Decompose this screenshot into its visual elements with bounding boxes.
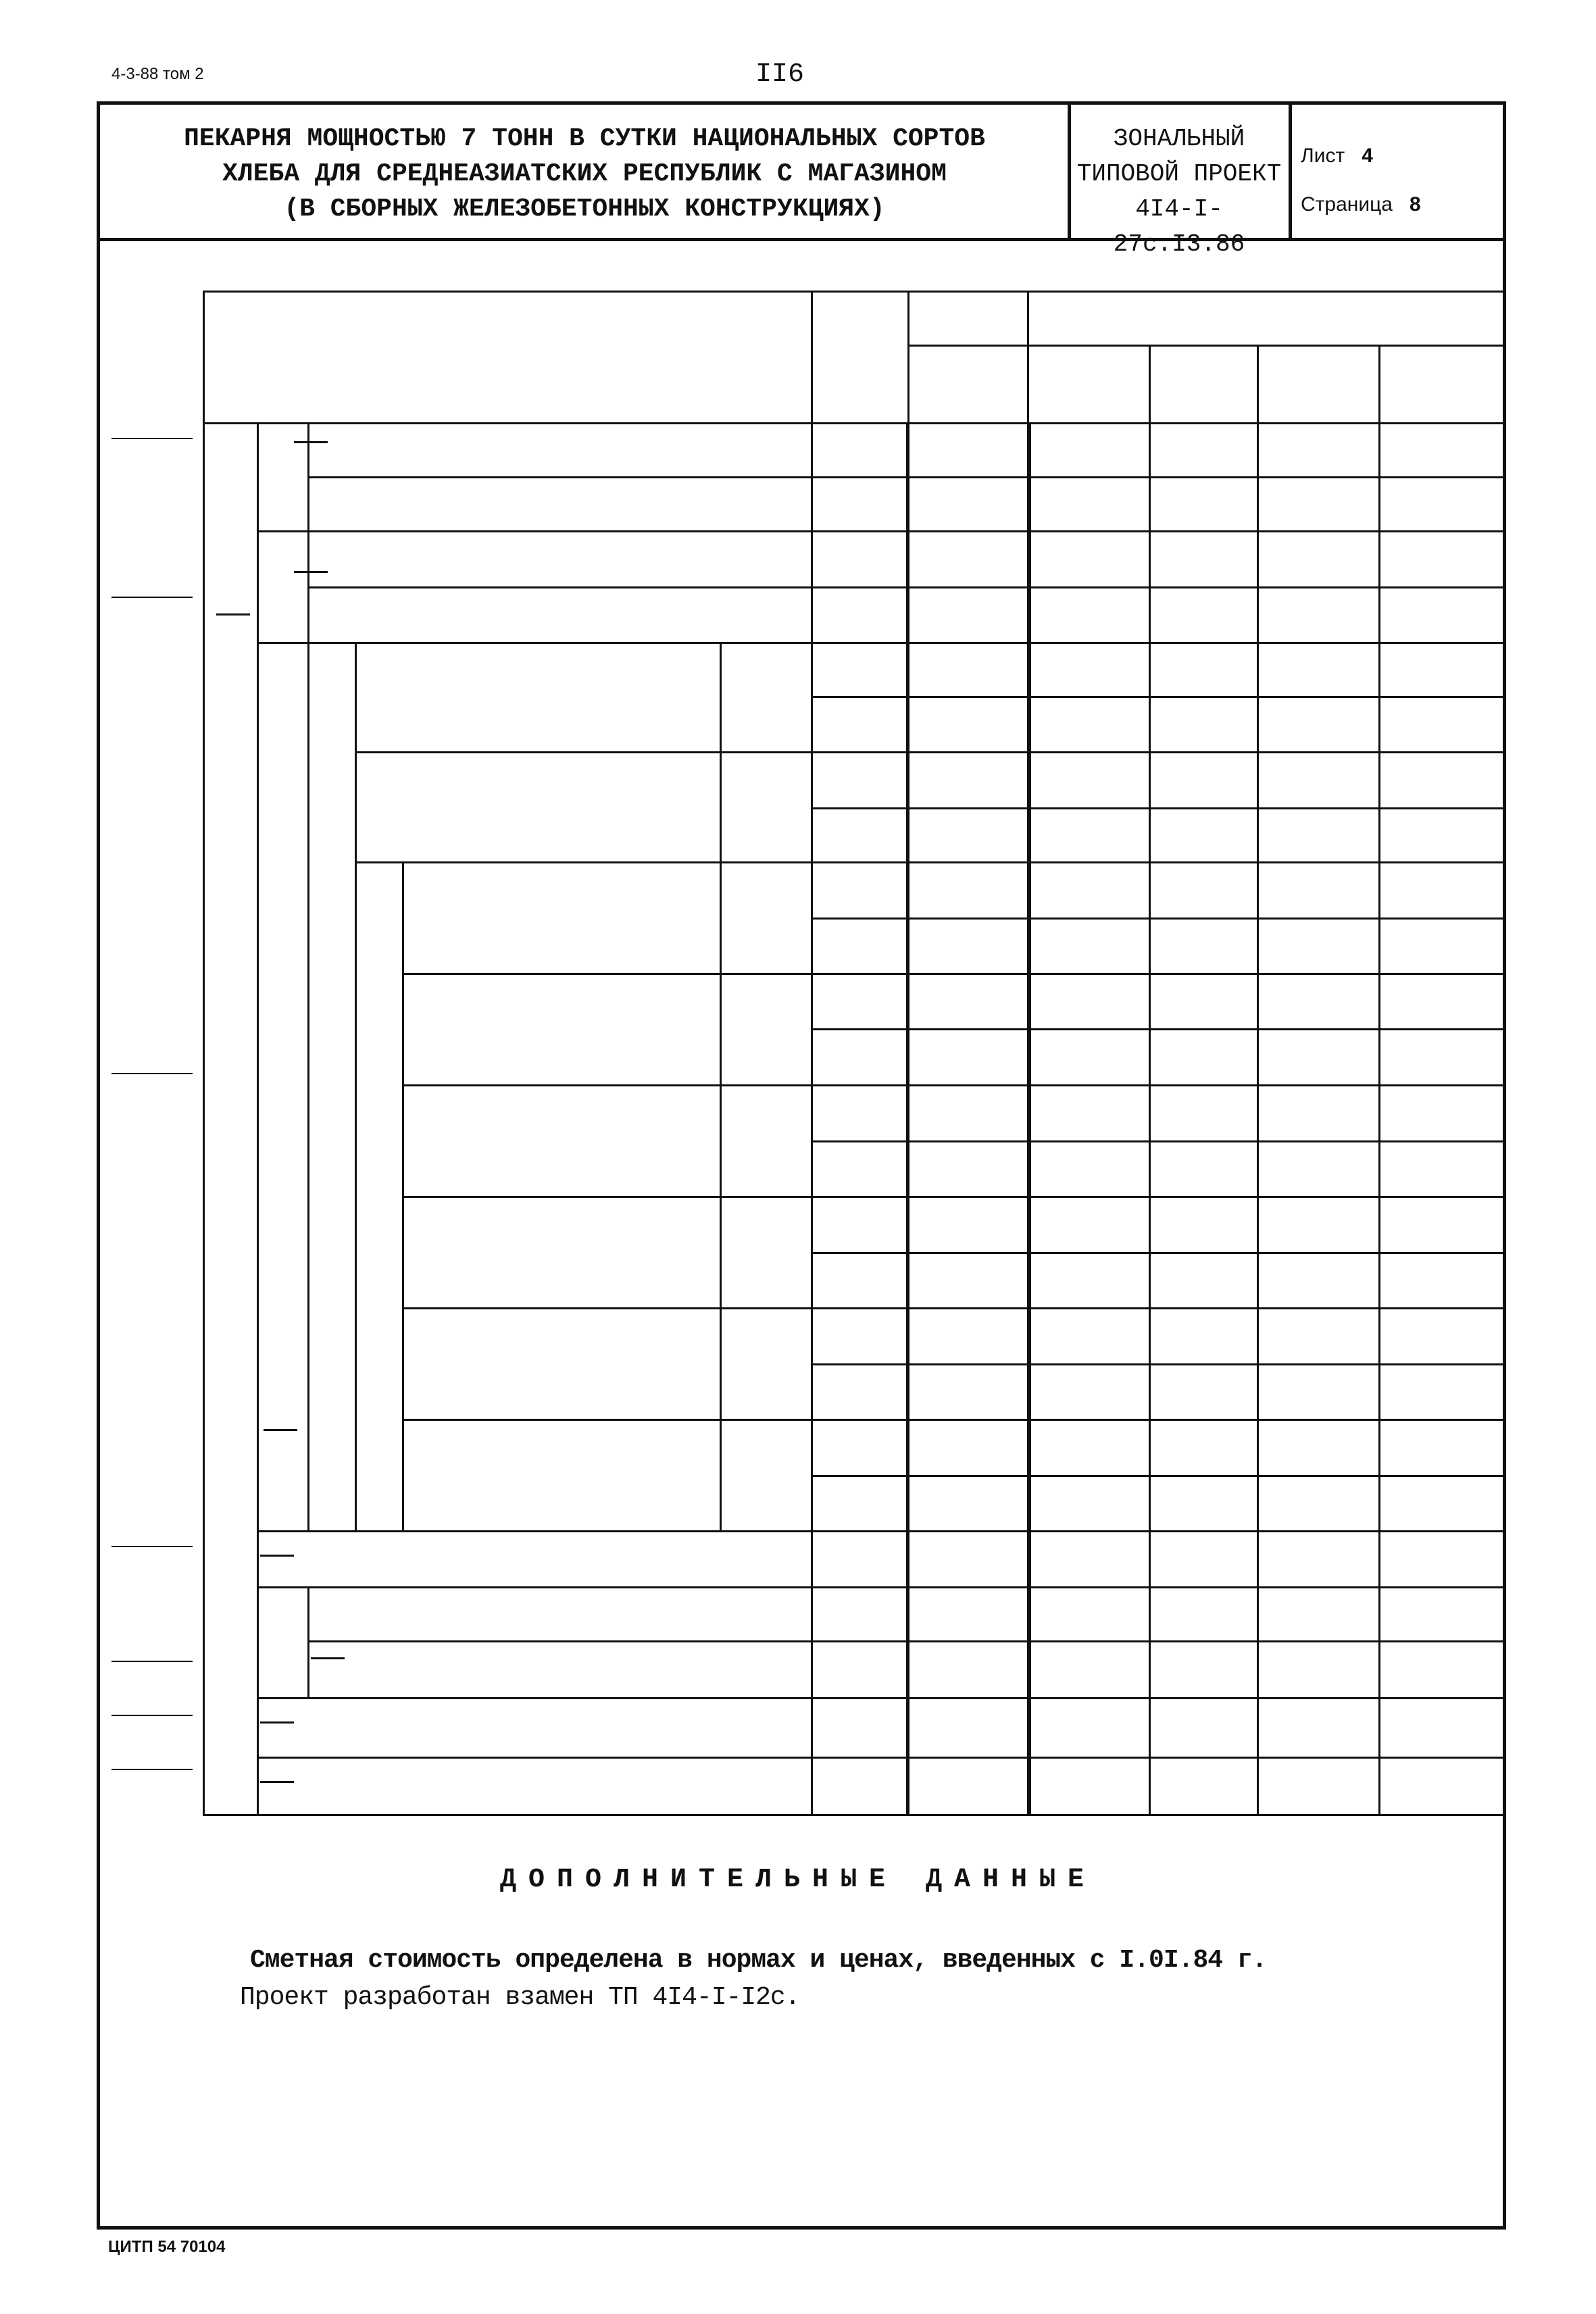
project-type-line: 4I4-I-27с.I3.86 [1113, 195, 1245, 258]
row-per-mln [1384, 1530, 1504, 1586]
row-label [389, 642, 713, 750]
row-per-mln [1384, 973, 1504, 1028]
row-total [913, 751, 1026, 807]
row-code [811, 1640, 907, 1697]
row-per-m2 [1034, 530, 1149, 586]
row-code [811, 586, 907, 642]
row-per-unit [1262, 696, 1378, 751]
title-line: ПЕКАРНЯ МОЩНОСТЬЮ 7 ТОНН В СУТКИ НАЦИОНАЛЬНЫХ СОРТОВ [184, 124, 985, 153]
row-per-unit [1262, 1363, 1378, 1419]
footer-stamp: ЦИТП 54 70104 [108, 2238, 226, 2256]
row-per-mln [1384, 1419, 1504, 1475]
row-total [913, 476, 1026, 530]
row-per-mln [1384, 1252, 1504, 1307]
row-unit [720, 1252, 811, 1307]
row-total [913, 1475, 1026, 1530]
row-total [913, 1307, 1026, 1363]
row-total [913, 530, 1026, 586]
row-code [811, 1757, 907, 1814]
title-line: ХЛЕБА ДЛЯ СРЕДНЕАЗИАТСКИХ РЕСПУБЛИК С МАГАЗИНОМ [222, 159, 947, 188]
row-per-m2 [1034, 642, 1149, 696]
row-code [811, 1475, 907, 1530]
row-per-mln [1384, 1028, 1504, 1084]
row-per-unit [1262, 1140, 1378, 1196]
row-per-unit [1262, 751, 1378, 807]
row-code [811, 751, 907, 807]
row-per-mln [1384, 530, 1504, 586]
row-unit [720, 1363, 811, 1419]
row-unit [720, 807, 811, 861]
row-per-mln [1384, 1363, 1504, 1419]
row-per-mln [1384, 1757, 1504, 1814]
row-unit [720, 973, 811, 1028]
gas-group-label [257, 1586, 307, 1697]
row-per-unit [1262, 1196, 1378, 1252]
sheet-label: Лист [1301, 145, 1345, 167]
row-label [436, 861, 713, 974]
row-per-m2 [1034, 1028, 1149, 1084]
row-per-m3 [1155, 973, 1257, 1028]
row-per-m3 [1155, 1196, 1257, 1252]
row-per-mln [1384, 807, 1504, 861]
row-label [436, 1419, 713, 1531]
row-total [913, 1697, 1026, 1757]
page-label: Страница [1301, 193, 1393, 216]
row-label [318, 1530, 804, 1586]
row-per-mln [1384, 751, 1504, 807]
row-per-m2 [1034, 1307, 1149, 1363]
row-per-m3 [1155, 917, 1257, 973]
row-unit [720, 1084, 811, 1140]
row-per-m3 [1155, 1530, 1257, 1586]
header-specific [1027, 291, 1504, 345]
row-unit [720, 1475, 811, 1530]
row-per-mln [1384, 917, 1504, 973]
row-per-mln [1384, 1307, 1504, 1363]
row-per-unit [1262, 1475, 1378, 1530]
row-per-m3 [1155, 1475, 1257, 1530]
row-per-m2 [1034, 1586, 1149, 1640]
row-per-m2 [1034, 1640, 1149, 1697]
row-per-m3 [1155, 1140, 1257, 1196]
row-per-m3 [1155, 1640, 1257, 1697]
row-per-unit [1262, 973, 1378, 1028]
row-code [811, 1419, 907, 1475]
row-per-m3 [1155, 1084, 1257, 1140]
header-code [811, 291, 907, 422]
row-per-mln [1384, 422, 1504, 476]
row-unit [720, 751, 811, 807]
row-total [913, 696, 1026, 751]
row-unit [720, 1140, 811, 1196]
row-per-mln [1384, 1586, 1504, 1640]
additional-heading: ДОПОЛНИТЕЛЬНЫЕ ДАННЫЕ [499, 1865, 1097, 1895]
row-per-m2 [1034, 696, 1149, 751]
row-per-m3 [1155, 1697, 1257, 1757]
row-per-m3 [1155, 476, 1257, 530]
row-per-m2 [1034, 476, 1149, 530]
row-per-m2 [1034, 1363, 1149, 1419]
row-per-mln [1384, 586, 1504, 642]
row-label [341, 422, 804, 476]
row-per-unit [1262, 1252, 1378, 1307]
row-code [811, 861, 907, 917]
row-per-mln [1384, 1140, 1504, 1196]
row-total [913, 1419, 1026, 1475]
header-per-m2 [1027, 345, 1149, 422]
row-label [341, 476, 804, 530]
page-number: II6 [755, 59, 805, 90]
row-per-m2 [1034, 861, 1149, 917]
row-per-unit [1262, 1697, 1378, 1757]
row-code [811, 1252, 907, 1307]
row-per-m3 [1155, 1307, 1257, 1363]
row-per-unit [1262, 476, 1378, 530]
row-per-m2 [1034, 586, 1149, 642]
row-total [913, 1140, 1026, 1196]
row-code [811, 1586, 907, 1640]
row-code [811, 696, 907, 751]
total-group-label [307, 642, 355, 861]
row-unit [720, 1028, 811, 1084]
row-per-m2 [1034, 1252, 1149, 1307]
row-per-unit [1262, 1307, 1378, 1363]
row-per-mln [1384, 1640, 1504, 1697]
row-unit [720, 917, 811, 973]
row-per-m3 [1155, 642, 1257, 696]
row-per-m2 [1034, 917, 1149, 973]
row-per-mln [1384, 476, 1504, 530]
row-per-m2 [1034, 1475, 1149, 1530]
row-per-m3 [1155, 1419, 1257, 1475]
row-per-m3 [1155, 1252, 1257, 1307]
row-per-m3 [1155, 1363, 1257, 1419]
row-unit [720, 696, 811, 751]
row-per-m2 [1034, 751, 1149, 807]
row-per-mln [1384, 861, 1504, 917]
row-per-m3 [1155, 1028, 1257, 1084]
row-total [913, 1252, 1026, 1307]
project-type-line: ЗОНАЛЬНЫЙ [1113, 125, 1245, 153]
additional-line-1: Сметная стоимость определена в нормах и ценах, введенных с I.0I.84 г. [250, 1946, 1267, 1975]
row-total [913, 917, 1026, 973]
row-code [811, 476, 907, 530]
row-unit [720, 1419, 811, 1475]
row-code [811, 1307, 907, 1363]
row-per-unit [1262, 422, 1378, 476]
row-per-unit [1262, 530, 1378, 586]
row-code [811, 1530, 907, 1586]
row-label [389, 751, 713, 863]
row-per-unit [1262, 1419, 1378, 1475]
ventilation-group-label [355, 1084, 402, 1307]
row-per-m2 [1034, 1757, 1149, 1814]
hot-water-group-label [355, 1307, 402, 1530]
row-per-m3 [1155, 696, 1257, 751]
row-per-m3 [1155, 861, 1257, 917]
row-total [913, 642, 1026, 696]
title-line: (В СБОРНЫХ ЖЕЛЕЗОБЕТОННЫХ КОНСТРУКЦИЯХ) [284, 195, 885, 224]
row-per-m2 [1034, 1697, 1149, 1757]
including-group-label [307, 861, 355, 1530]
row-per-mln [1384, 1475, 1504, 1530]
row-total [913, 586, 1026, 642]
project-type-line: ТИПОВОЙ ПРОЕКТ [1076, 160, 1282, 188]
row-per-mln [1384, 1196, 1504, 1252]
row-code [811, 973, 907, 1028]
air-group-label [260, 530, 307, 642]
row-per-m3 [1155, 751, 1257, 807]
heat-group-label [260, 878, 304, 1159]
row-label [436, 1307, 713, 1419]
row-code [811, 1084, 907, 1140]
row-code [811, 422, 907, 476]
row-total [913, 1028, 1026, 1084]
row-label [341, 1586, 804, 1640]
row-per-m3 [1155, 807, 1257, 861]
row-per-mln [1384, 642, 1504, 696]
row-per-m2 [1034, 1140, 1149, 1196]
row-label [318, 1697, 804, 1757]
row-unit [720, 1196, 811, 1252]
row-label [341, 1640, 804, 1697]
row-code [811, 807, 907, 861]
row-total [913, 1530, 1026, 1586]
row-per-unit [1262, 586, 1378, 642]
row-per-unit [1262, 1586, 1378, 1640]
row-per-m2 [1034, 807, 1149, 861]
header-per-m3 [1149, 345, 1257, 422]
row-total [913, 422, 1026, 476]
row-code [811, 917, 907, 973]
row-code [811, 530, 907, 586]
row-per-unit [1262, 807, 1378, 861]
row-code [811, 1140, 907, 1196]
row-per-unit [1262, 1530, 1378, 1586]
row-per-unit [1262, 1028, 1378, 1084]
page-value: 8 [1409, 193, 1421, 216]
header-name [203, 291, 811, 422]
row-per-m2 [1034, 1530, 1149, 1586]
row-total [913, 1084, 1026, 1140]
row-unit [720, 1307, 811, 1363]
additional-line-2: Проект разработан взамен ТП 4I4-I-I2с. [240, 1983, 800, 2012]
row-per-unit [1262, 1084, 1378, 1140]
row-per-m3 [1155, 586, 1257, 642]
row-total [913, 807, 1026, 861]
row-per-m3 [1155, 1586, 1257, 1640]
row-per-m3 [1155, 530, 1257, 586]
row-unit [720, 861, 811, 917]
row-total [913, 1640, 1026, 1697]
row-per-mln [1384, 1697, 1504, 1757]
row-per-mln [1384, 1084, 1504, 1140]
doc-reference: 4-3-88 том 2 [111, 65, 204, 83]
row-label [436, 973, 713, 1084]
row-label [341, 586, 804, 642]
heating-group-label [355, 861, 402, 1084]
row-code [811, 1196, 907, 1252]
row-total [913, 1363, 1026, 1419]
resources-group-label [203, 693, 257, 1463]
row-per-unit [1262, 642, 1378, 696]
row-label [436, 1084, 713, 1197]
row-code [811, 1028, 907, 1084]
row-code [811, 642, 907, 696]
row-per-unit [1262, 1640, 1378, 1697]
row-per-m2 [1034, 1419, 1149, 1475]
row-per-m2 [1034, 973, 1149, 1028]
row-per-m3 [1155, 1757, 1257, 1814]
row-per-m2 [1034, 1084, 1149, 1140]
header-per-unit [1257, 345, 1378, 422]
row-total [913, 1196, 1026, 1252]
header-per-mln [1378, 345, 1504, 422]
row-per-m2 [1034, 422, 1149, 476]
row-code [811, 1697, 907, 1757]
row-unit [720, 642, 811, 696]
row-total [913, 973, 1026, 1028]
row-total [913, 1757, 1026, 1814]
steam-group-label [277, 422, 304, 530]
row-label [341, 530, 804, 586]
row-label [436, 1196, 713, 1308]
header-total [907, 291, 1027, 422]
row-per-unit [1262, 1757, 1378, 1814]
sheet-value: 4 [1362, 145, 1373, 167]
row-per-mln [1384, 696, 1504, 751]
row-label [318, 1757, 804, 1814]
row-per-m2 [1034, 1196, 1149, 1252]
row-total [913, 861, 1026, 917]
row-per-m3 [1155, 422, 1257, 476]
row-code [811, 1363, 907, 1419]
row-per-unit [1262, 917, 1378, 973]
row-total [913, 1586, 1026, 1640]
row-per-unit [1262, 861, 1378, 917]
